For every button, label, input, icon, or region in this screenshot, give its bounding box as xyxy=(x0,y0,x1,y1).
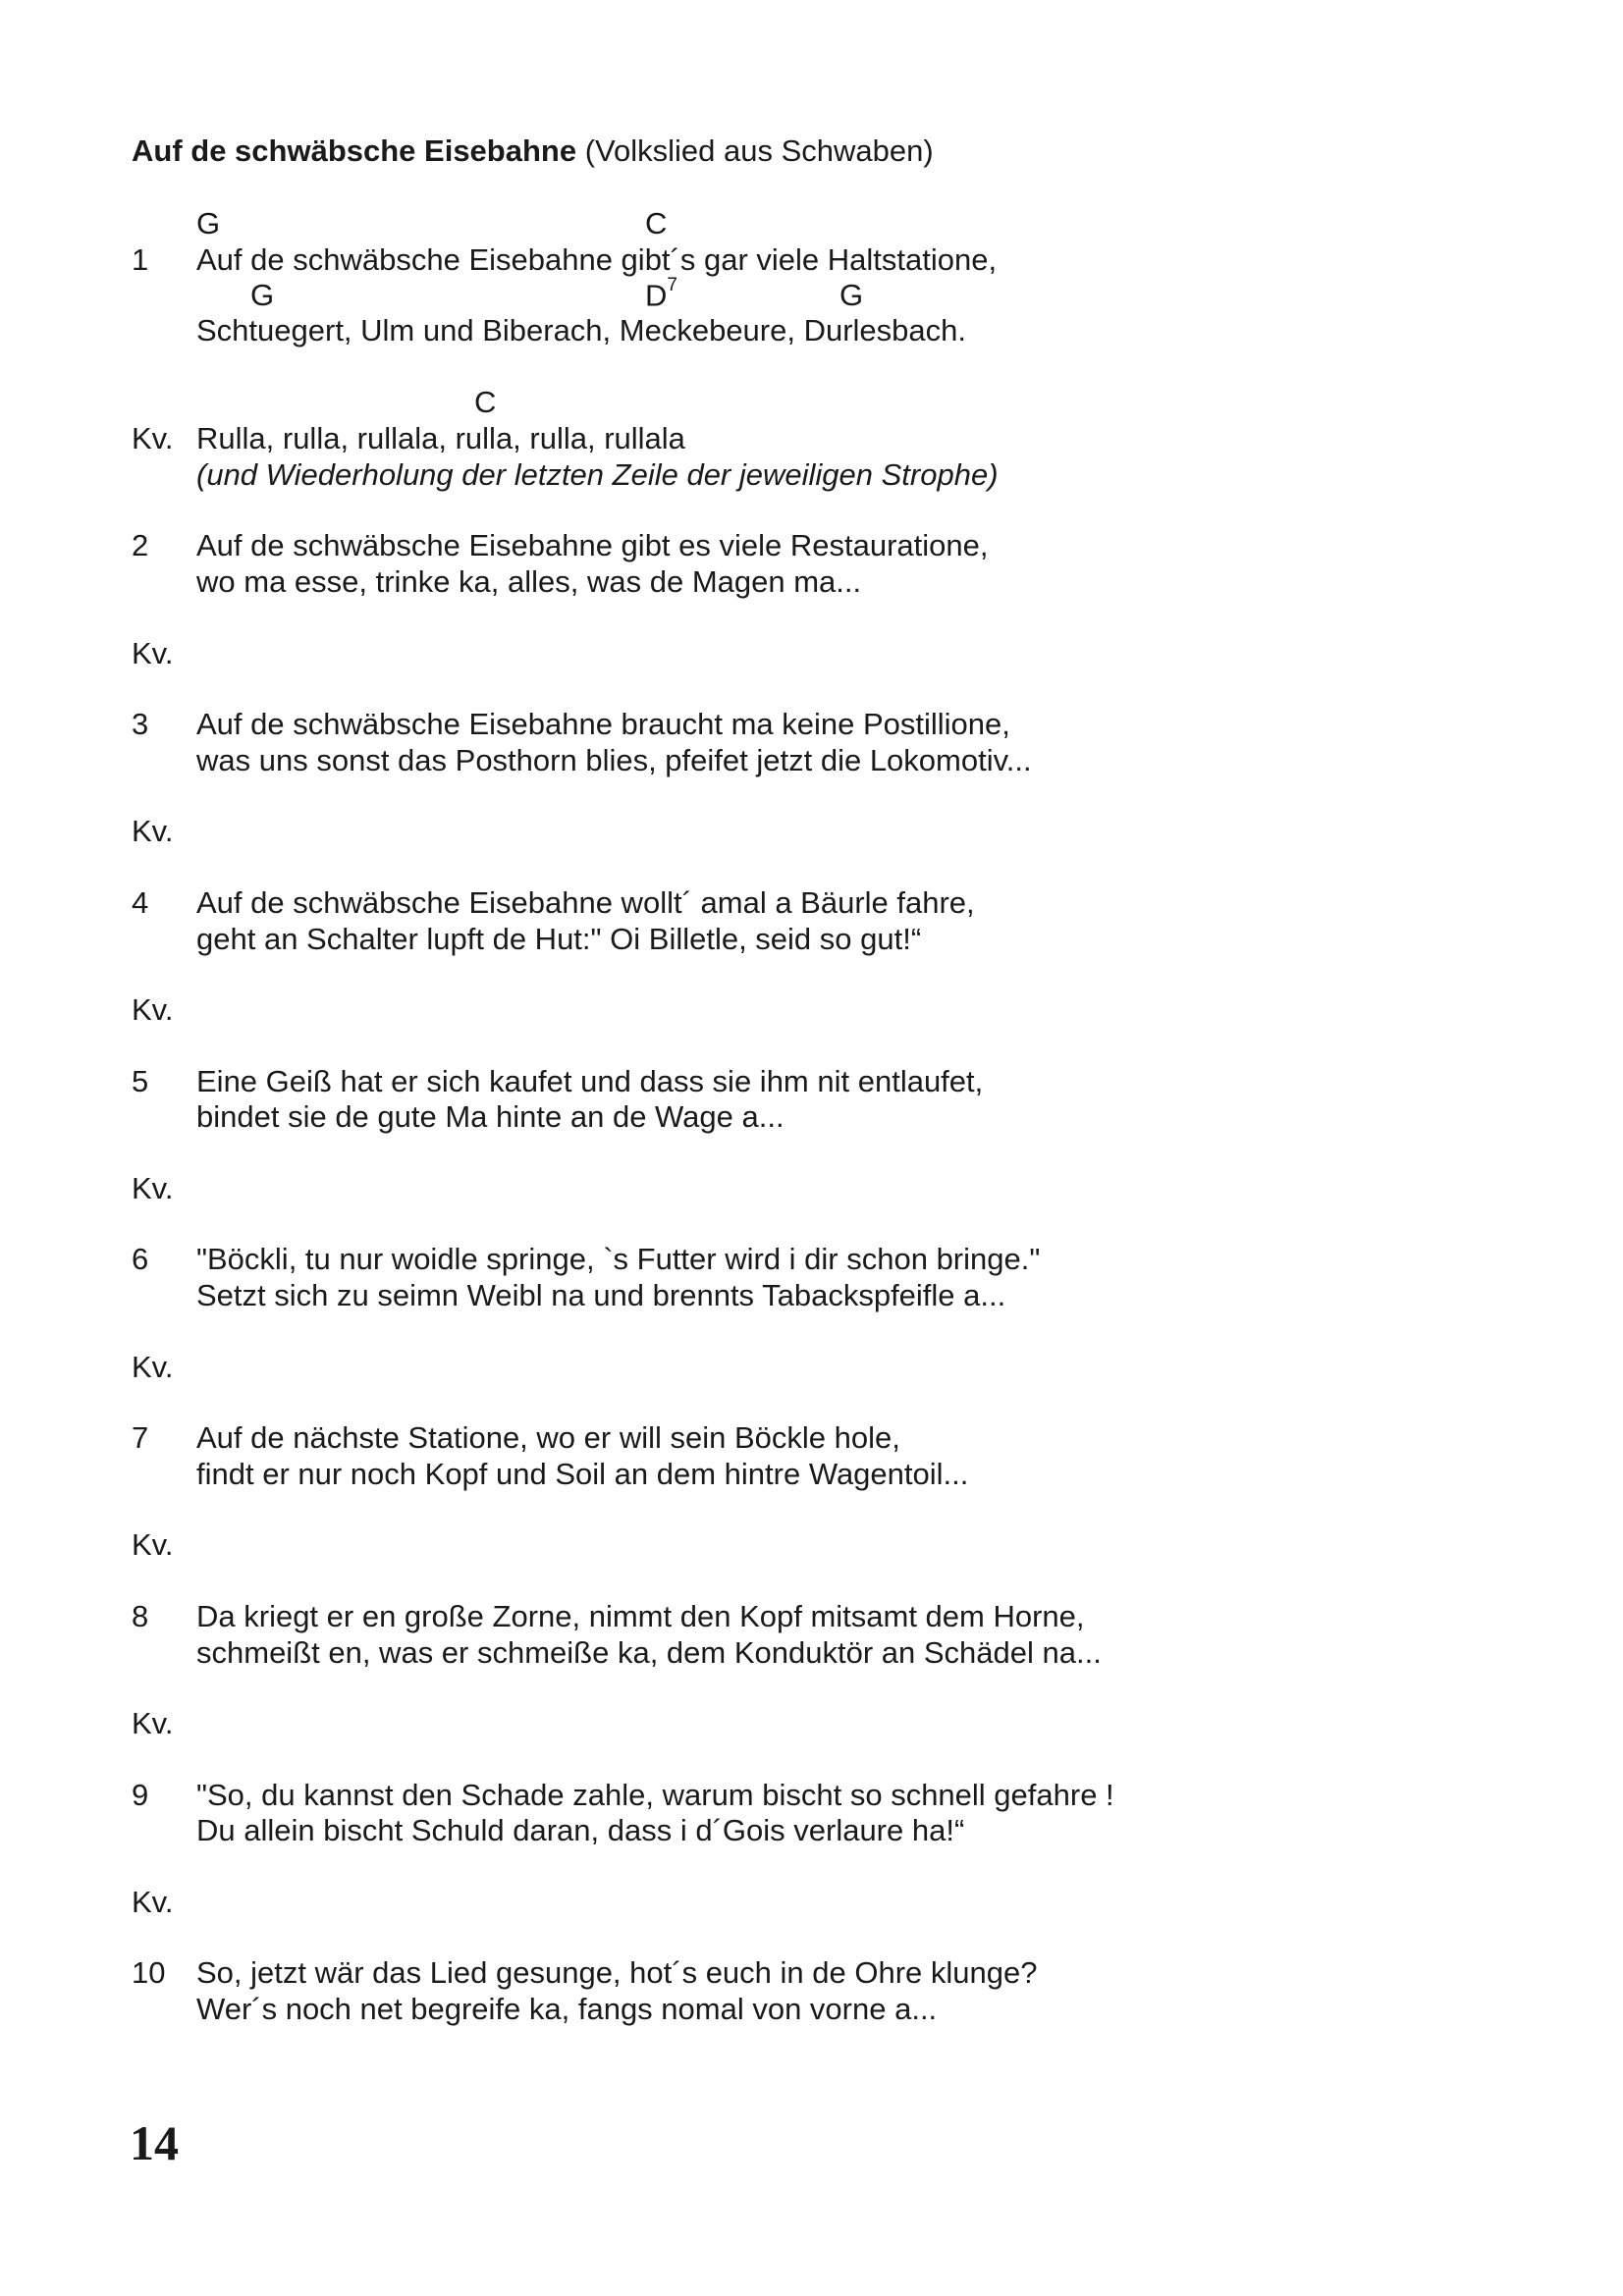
refrain-label: Kv. xyxy=(132,1171,174,1205)
verse-line: schmeißt en, was er schmeiße ka, dem Konduktör an Schädel na... xyxy=(196,1635,1102,1670)
refrain-label: Kv. xyxy=(132,1885,174,1919)
verse-number: 2 xyxy=(132,528,149,562)
verse-line: Wer´s noch net begreife ka, fangs nomal von vorne a... xyxy=(196,1992,938,2026)
verse-line: Auf de schwäbsche Eisebahne gibt´s gar viele Haltstatione, xyxy=(196,242,998,277)
verse-line: Schtuegert, Ulm und Biberach, Meckebeure, Durlesbach. xyxy=(196,313,967,347)
verse-line: Setzt sich zu seimn Weibl na und brennts Tabackspfeifle a... xyxy=(196,1278,1006,1312)
chord-g: G xyxy=(839,278,864,312)
verse-line: was uns sonst das Posthorn blies, pfeifet jetzt die Lokomotiv... xyxy=(196,743,1032,777)
verse-number: 7 xyxy=(132,1420,149,1455)
refrain-note: (und Wiederholung der letzten Zeile der jeweiligen Strophe) xyxy=(196,457,999,492)
chord-c: C xyxy=(474,385,497,419)
verse-number: 4 xyxy=(132,885,149,920)
refrain-label: Kv. xyxy=(132,1350,174,1384)
verse-number: 6 xyxy=(132,1242,149,1276)
page-number: 14 xyxy=(130,2115,179,2170)
verse-line: Du allein bischt Schuld daran, dass i d´Gois verlaure ha!“ xyxy=(196,1813,965,1847)
verse-line: "So, du kannst den Schade zahle, warum bischt so schnell gefahre ! xyxy=(196,1778,1114,1812)
refrain-label: Kv. xyxy=(132,814,174,848)
chord-c: C xyxy=(645,206,668,240)
verse-number: 1 xyxy=(132,242,149,277)
chord-g: G xyxy=(196,206,221,240)
refrain-label: Kv. xyxy=(132,1527,174,1562)
song-title xyxy=(132,133,934,169)
refrain-label: Kv. xyxy=(132,636,174,670)
verse-line: So, jetzt wär das Lied gesunge, hot´s euch in de Ohre klunge? xyxy=(196,1955,1038,1990)
verse-line: Auf de schwäbsche Eisebahne wollt´ amal a Bäurle fahre, xyxy=(196,885,975,920)
verse-number: 3 xyxy=(132,707,149,741)
verse-line: wo ma esse, trinke ka, alles, was de Magen ma... xyxy=(196,564,862,599)
refrain-label: Kv. xyxy=(132,421,174,455)
verse-line: Auf de schwäbsche Eisebahne braucht ma keine Postillione, xyxy=(196,707,1010,741)
chord-d-root: D xyxy=(645,278,668,313)
verse-line: bindet sie de gute Ma hinte an de Wage a... xyxy=(196,1099,784,1134)
chord-g: G xyxy=(250,278,275,312)
refrain-line: Rulla, rulla, rullala, rulla, rulla, rullala xyxy=(196,421,685,455)
verse-line: Auf de schwäbsche Eisebahne gibt es viele Restauratione, xyxy=(196,528,989,562)
refrain-label: Kv. xyxy=(132,1706,174,1740)
chord-d-seventh: 7 xyxy=(667,275,677,295)
verse-number: 9 xyxy=(132,1778,149,1812)
verse-line: findt er nur noch Kopf und Soil an dem hintre Wagentoil... xyxy=(196,1457,969,1491)
refrain-label: Kv. xyxy=(132,992,174,1027)
song-title-bold: Auf de schwäbsche Eisebahne xyxy=(132,133,577,168)
chord-d7 xyxy=(645,275,677,313)
verse-number: 10 xyxy=(132,1955,166,1990)
verse-number: 5 xyxy=(132,1064,149,1098)
song-title-origin: (Volkslied aus Schwaben) xyxy=(584,133,934,168)
verse-line: Eine Geiß hat er sich kaufet und dass sie ihm nit entlaufet, xyxy=(196,1064,984,1098)
verse-line: Auf de nächste Statione, wo er will sein Böckle hole, xyxy=(196,1420,900,1455)
verse-line: geht an Schalter lupft de Hut:" Oi Billetle, seid so gut!“ xyxy=(196,922,922,956)
verse-number: 8 xyxy=(132,1599,149,1633)
verse-line: Da kriegt er en große Zorne, nimmt den Kopf mitsamt dem Horne, xyxy=(196,1599,1085,1633)
verse-line: "Böckli, tu nur woidle springe, `s Futter wird i dir schon bringe." xyxy=(196,1242,1041,1276)
